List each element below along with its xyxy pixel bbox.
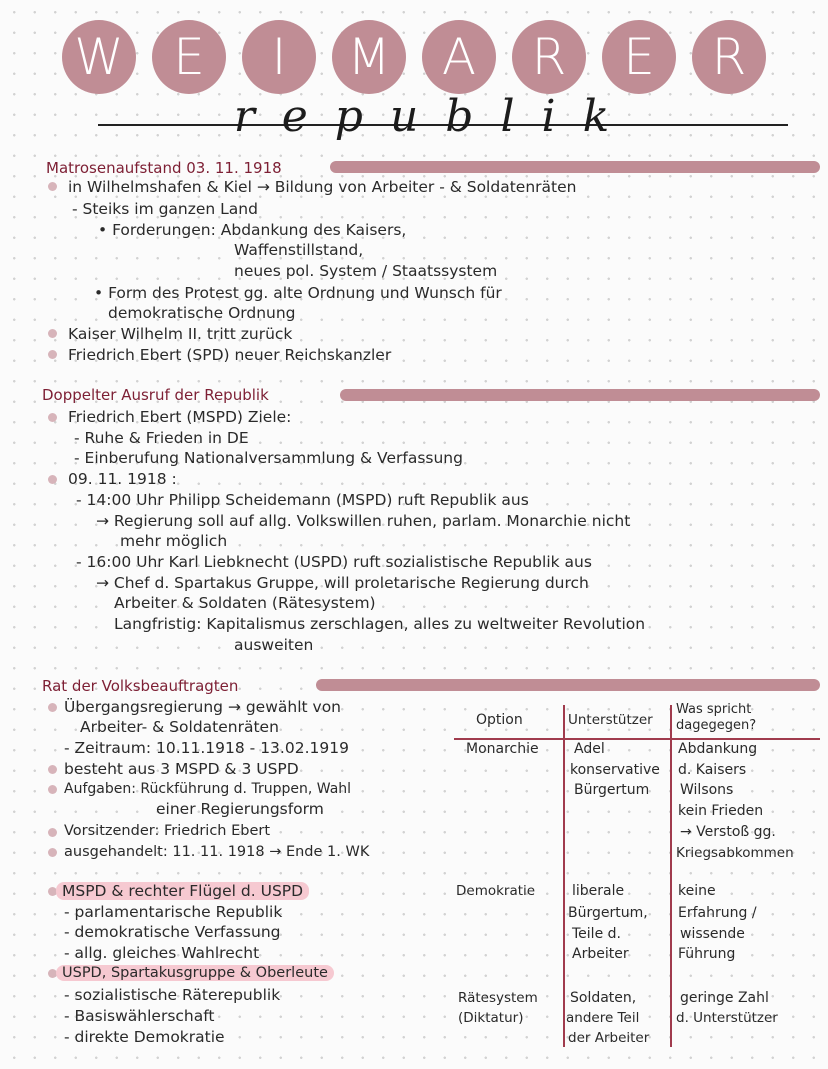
list-item: Vorsitzender: Friedrich Ebert [64,823,271,839]
list-item: - 16:00 Uhr Karl Liebknecht (USPD) ruft sozialistische Republik aus [76,553,592,571]
list-item: • Forderungen: Abdankung des Kaisers, [98,221,407,239]
table-cell-supporters: Adel [574,741,605,757]
bullet [48,475,57,484]
title-letter: E [602,20,676,94]
list-item: → Chef d. Spartakus Gruppe, will proletarische Regierung durch [96,574,589,592]
list-item: Waffenstillstand, [234,241,364,259]
list-item: Langfristig: Kapitalismus zerschlagen, alles zu weltweiter Revolution [114,615,646,633]
list-item: - direkte Demokratie [64,1028,225,1046]
title-letter: W [62,20,136,94]
table-cell-against: keine [678,883,716,899]
list-item: - sozialistische Räterepublik [64,986,281,1004]
list-item: Friedrich Ebert (SPD) neuer Reichskanzler [68,346,392,364]
list-item: einer Regierungsform [156,800,324,818]
list-item: Arbeiter & Soldaten (Rätesystem) [114,594,376,612]
table-column-rule [563,705,565,1047]
table-cell-supporters: liberale [572,883,625,899]
highlight-label: USPD, Spartakusgruppe & Oberleute [56,965,334,981]
list-item: → Regierung soll auf allg. Volkswillen ruhen, parlam. Monarchie nicht [96,512,631,530]
table-cell-against: Kriegsabkommen [676,845,794,861]
table-cell-against: d. Unterstützer [676,1010,778,1026]
title-letter: A [422,20,496,94]
list-item: - Ruhe & Frieden in DE [74,429,249,447]
title-letter: I [242,20,316,94]
table-cell-option: (Diktatur) [458,1010,524,1026]
heading-bar [316,679,820,691]
list-item: Arbeiter- & Soldatenräten [80,718,279,736]
title-letter: E [152,20,226,94]
table-header-against-2: dagegegen? [676,718,757,733]
table-header-option: Option [476,712,523,728]
list-item: besteht aus 3 MSPD & 3 USPD [64,760,299,778]
table-cell-supporters: Bürgertum [574,782,650,798]
table-cell-against: Wilsons [680,782,734,798]
section-heading-matrosenaufstand: Matrosenaufstand 03. 11. 1918 [46,159,282,177]
table-cell-supporters: Teile d. [572,926,621,942]
title-letters [62,20,770,98]
list-item: - demokratische Verfassung [64,923,281,941]
bullet [48,182,57,191]
list-item: neues pol. System / Staatssystem [234,262,498,280]
list-item: ausgehandelt: 11. 11. 1918 → Ende 1. WK [64,844,370,860]
list-item: - Steiks im ganzen Land [72,200,258,218]
table-cell-option: Rätesystem [458,990,538,1006]
table-header-against: Was spricht [676,702,752,717]
table-cell-supporters: Bürgertum, [568,905,648,921]
table-cell-supporters: andere Teil [566,1010,640,1026]
title-letter: R [692,20,766,94]
list-item: demokratische Ordnung [108,304,296,322]
list-item: in Wilhelmshafen & Kiel → Bildung von Arbeiter - & Soldatenräten [68,178,577,196]
table-column-rule [670,705,672,1047]
bullet [48,828,57,837]
table-cell-against: d. Kaisers [678,762,747,778]
list-item: • Form des Protest gg. alte Ordnung und Wunsch für [94,284,502,302]
page-subtitle: republik [233,91,637,142]
heading-bar [330,161,820,173]
list-item: - parlamentarische Republik [64,903,283,921]
table-cell-supporters: Soldaten, [570,990,637,1006]
list-item: - 14:00 Uhr Philipp Scheidemann (MSPD) ruft Republik aus [76,491,529,509]
table-cell-against: kein Frieden [678,803,764,819]
table-cell-supporters: der Arbeiter [568,1030,650,1046]
table-cell-against: Abdankung [678,741,758,757]
bullet [48,329,57,338]
table-cell-option: Monarchie [466,741,539,757]
heading-bar [340,389,820,401]
highlighted-item [56,881,309,901]
table-cell-against: geringe Zahl [680,990,769,1006]
list-item: - Basiswählerschaft [64,1007,215,1025]
bullet [48,703,57,712]
table-header-supporters: Unterstützer [568,712,653,728]
list-item: ausweiten [234,636,314,654]
list-item: Friedrich Ebert (MSPD) Ziele: [68,408,292,426]
list-item: Übergangsregierung → gewählt von [64,698,342,716]
title-letter: R [512,20,586,94]
list-item: - Einberufung Nationalversammlung & Verfassung [74,449,463,467]
bullet [48,413,57,422]
title-letter: M [332,20,406,94]
bullet [48,350,57,359]
bullet [48,765,57,774]
table-cell-option: Demokratie [456,883,536,899]
table-cell-supporters: konservative [570,762,660,778]
list-item: - allg. gleiches Wahlrecht [64,944,260,962]
table-cell-against: Erfahrung / [678,905,757,921]
section-heading-doppelter-ausruf: Doppelter Ausruf der Republik [42,386,269,404]
section-heading-rat-der-volksbeauftragten: Rat der Volksbeauftragten [42,677,239,695]
table-cell-against: Führung [678,946,736,962]
list-item: mehr möglich [120,532,228,550]
bullet [48,848,57,857]
bullet [48,785,57,794]
highlighted-item [56,963,334,983]
list-item: Kaiser Wilhelm II. tritt zurück [68,325,293,343]
list-item: 09. 11. 1918 : [68,470,177,488]
list-item: - Zeitraum: 10.11.1918 - 13.02.1919 [64,739,349,757]
table-cell-against: → Verstoß gg. [680,824,776,840]
list-item: Aufgaben: Rückführung d. Truppen, Wahl [64,781,352,797]
highlight-label: MSPD & rechter Flügel d. USPD [56,882,309,900]
table-cell-against: wissende [680,926,745,942]
table-cell-supporters: Arbeiter [572,946,629,962]
